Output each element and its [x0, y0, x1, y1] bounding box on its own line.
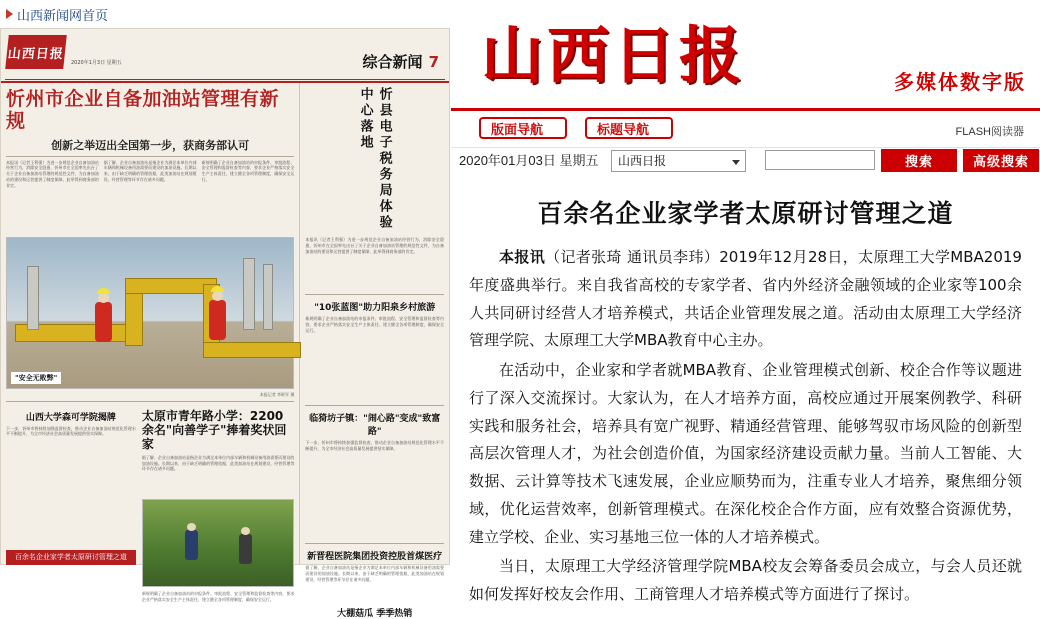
newspaper-body-text: 据了解，企业自备加油站是指企业为满足本单位内部车辆和机械设备用油需要而建设的加油设施。长期以来，由于缺乏明确的管理依据，此类加油站在规划建设、经营管理等环节存在诸多问题。: [103, 159, 197, 183]
newspaper-right-sub-1: "10张蓝图"助力阳泉乡村旅游: [314, 303, 436, 313]
photo-helmet: [211, 286, 224, 292]
newspaper-headline-main: 忻州市企业自备加油站管理有新规: [6, 88, 280, 132]
search-bar: [451, 147, 1040, 178]
nav-bar: [451, 111, 1040, 147]
search-button[interactable]: 搜索: [881, 149, 957, 172]
header-rule: [5, 79, 445, 80]
divider: [305, 294, 444, 295]
newspaper-columns: [1, 83, 449, 619]
newspaper-body-text: 本报讯（记者王利强）为进一步规范企业自备加油站经营行为，消除安全隐患，忻州市在全国率先出台了关于企业自备加油站管理的规范性文件，为自备加油站的建设和运营提供了制度保障，此举得到商务部的肯定。: [6, 159, 99, 188]
newspaper-body-text: 下一步，忻州市将持续加强监督检查，推动企业自备加油站规范化管理水平不断提升，为全市经济社会高质量发展提供坚实保障。: [6, 425, 136, 437]
divider: [305, 405, 444, 406]
photo-shape: [263, 264, 273, 330]
article-lead-label: 本报讯: [499, 248, 546, 266]
photo-person: [239, 534, 252, 564]
newspaper-section-label: 综合新闻: [362, 53, 423, 71]
photo-shape: [203, 342, 301, 358]
newspaper-section-number: 7: [428, 53, 439, 71]
photo-worker: [209, 300, 226, 340]
photo-helmet: [97, 288, 110, 294]
paper-select-value: 山西日报: [618, 154, 667, 168]
newspaper-page-image[interactable]: [0, 28, 450, 619]
reader-panel: [451, 0, 1040, 603]
article: [451, 182, 1040, 611]
newspaper-vertical-title: 忻县电子税务局体验中心落地: [357, 87, 392, 231]
brand-title: 山西日报: [481, 19, 746, 92]
topbar: [0, 0, 450, 28]
divider: [305, 543, 444, 544]
newspaper-headline-3: 新晋程医院集团投资控股首煤医疗: [307, 552, 443, 562]
newspaper-column-right: [300, 83, 449, 619]
triangle-right-icon: [6, 9, 13, 19]
newspaper-photo-field: [142, 499, 294, 587]
paper-select[interactable]: [611, 150, 746, 172]
advanced-search-button[interactable]: 高级搜索: [963, 149, 1039, 172]
flash-reader-link[interactable]: FLASH阅读器: [955, 126, 1024, 138]
home-link[interactable]: 山西新闻网首页: [17, 7, 109, 23]
newspaper-date-line: 2020年1月3日 星期五: [71, 60, 122, 66]
newspaper-right-sub-2: 临猗坊子镇："闹心路"变成"致富路": [309, 414, 441, 437]
divider: [6, 401, 294, 402]
search-input[interactable]: [765, 150, 875, 170]
photo-shape: [27, 266, 39, 330]
photo-shape: [243, 258, 255, 330]
newspaper-left-note: 山西大学森可学院揭牌: [25, 412, 116, 423]
article-title: 百余名企业家学者太原研讨管理之道: [537, 199, 954, 228]
newspaper-section: [363, 51, 439, 72]
layout-nav-button[interactable]: 版面导航: [479, 117, 567, 139]
newspaper-body-text: 据了解，企业自备加油站是指企业为满足本单位内部车辆和机械设备用油需要而建设的加油设施。长期以来，由于缺乏明确的管理依据，此类加油站在规划建设、经营管理等环节存在诸多问题。: [141, 454, 295, 472]
brand-band: [451, 0, 1040, 108]
newspaper-red-box: 百余名企业家学者太原研讨管理之道: [6, 550, 136, 565]
newspaper-body-text: 据了解，企业自备加油站是指企业为满足本单位内部车辆和机械设备用油需要而建设的加油设施。长期以来，由于缺乏明确的管理依据，此类加油站在规划建设、经营管理等环节存在诸多问题。: [305, 565, 444, 582]
newspaper-body-text: 新规明确了企业自备加油站的申报条件、审批流程、安全管理和监督检查等内容，要求企业严格落实安全生产主体责任，建立健全各项管理制度，确保安全运行。: [201, 159, 295, 183]
newspaper-column-left: [1, 83, 300, 602]
newspaper-masthead: 山西日报: [5, 35, 67, 69]
newspaper-body-text: 新规明确了企业自备加油站的申报条件、审批流程、安全管理和监督检查等内容，要求企业严格落实安全生产主体责任，建立健全各项管理制度，确保安全运行。: [305, 316, 444, 333]
photo-person: [185, 530, 198, 560]
chevron-down-icon: [732, 160, 740, 165]
photo-worker: [95, 302, 112, 342]
article-paragraph-text: （记者张琦 通讯员李玮）2019年12月28日，太原理工大学MBA2019年度盛典举行。来自我省高校的专家学者、省内外经济金融领域的企业家等100余人共同研讨经营人才培养模式，共话企业管理发展之道。活动由太原理工大学经济管理学院、太原理工大学MBA教育中心主办。: [469, 248, 1022, 350]
newspaper-photo-credit: 本报记者 李联军 摄: [259, 391, 295, 397]
newspaper-subhead-main: 创新之举迈出全国第一步，获商务部认可: [51, 138, 250, 152]
divider: [6, 156, 294, 157]
brand-subtitle: 多媒体数字版: [894, 72, 1026, 94]
photo-caption-tag: "安全无败弊": [11, 372, 61, 384]
newspaper-body-text: 本报讯（记者王利强）为进一步规范企业自备加油站经营行为，消除安全隐患，忻州市在全国率先出台了关于企业自备加油站管理的规范性文件，为自备加油站的建设和运营提供了制度保障，此举得到商务部的肯定。: [305, 237, 444, 254]
newspaper-right-sub-3: 大棚菇瓜 季季热销: [337, 609, 413, 619]
current-date-label: 2020年01月03日 星期五: [459, 153, 599, 168]
article-paragraph: [469, 244, 1022, 355]
newspaper-photo-pipeline: [6, 237, 294, 389]
newspaper-body-text: 下一步，忻州市将持续加强监督检查，推动企业自备加油站规范化管理水平不断提升，为全市经济社会高质量发展提供坚实保障。: [305, 440, 444, 451]
article-paragraph: 在活动中，企业家和学者就MBA教育、企业管理模式创新、校企合作等议题进行了深入交流探讨。大家认为，在人才培养方面，高校应通过开展案例教学、科研实践和服务社会，培养具有宽广视野、精通经营管理、能够驾驭市场风险的创新型高层次管理人才，为社会创造价值，为国家经济建设贡献力量。当前人工智能、大数据、云计算等技术飞速发展，企业应顺势而为，注重专业人才培养，聚焦细分领域，优化运营效率，创新管理模式。在深化校企合作方面，应有效整合资源优势，建立学校、企业、实习基地三位一体的人才培养模式。: [469, 361, 1022, 546]
newspaper-body-text: 新规明确了企业自备加油站的申报条件、审批流程、安全管理和监督检查等内容，要求企业严格落实安全生产主体责任，建立健全各项管理制度，确保安全运行。: [141, 590, 295, 602]
newspaper-headline-2: 太原市青年路小学：2200余名"向善学子"捧着奖状回家: [141, 408, 287, 452]
title-nav-button[interactable]: 标题导航: [585, 117, 673, 139]
newspaper-header: [1, 29, 449, 83]
article-paragraph: 当日，太原理工大学经济管理学院MBA校友会筹备委员会成立，与会人员还就如何发挥好校友会作用、工商管理人才培养模式等方面进行了探讨。: [469, 557, 1022, 603]
newspaper-body-columns: [6, 160, 294, 232]
